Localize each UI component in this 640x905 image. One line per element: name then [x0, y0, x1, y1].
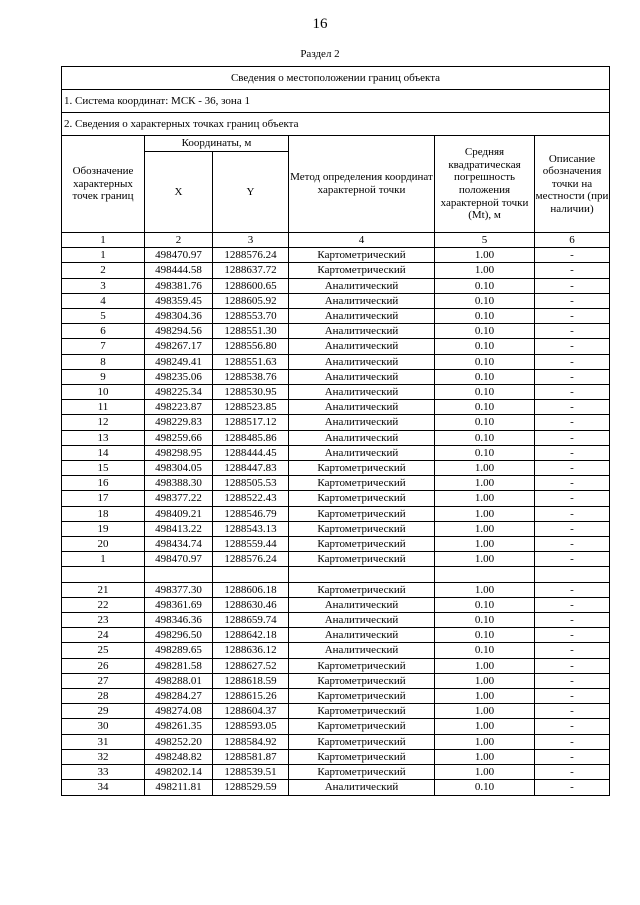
table-row: [62, 263, 610, 278]
description: -: [535, 765, 610, 780]
description: -: [535, 445, 610, 460]
error: 0.10: [435, 400, 535, 415]
table-row: [62, 613, 610, 628]
method: Картометрический: [289, 689, 435, 704]
point-number: 12: [62, 415, 145, 430]
coord-y: 1288637.72: [213, 263, 289, 278]
coord-y: 1288447.83: [213, 461, 289, 476]
table-row: [62, 521, 610, 536]
column-number: 1: [62, 233, 145, 248]
point-number: 8: [62, 354, 145, 369]
description: -: [535, 734, 610, 749]
coord-x: 498289.65: [145, 643, 213, 658]
error: 1.00: [435, 248, 535, 263]
column-number: 6: [535, 233, 610, 248]
point-number: 18: [62, 506, 145, 521]
point-number: 33: [62, 765, 145, 780]
header-coords: Координаты, м: [145, 136, 289, 152]
method: Картометрический: [289, 582, 435, 597]
header-description: Описание обозначения точки на местности (при наличии): [535, 136, 610, 233]
description: -: [535, 278, 610, 293]
point-number: 29: [62, 704, 145, 719]
coord-y: 1288606.18: [213, 582, 289, 597]
description: -: [535, 309, 610, 324]
coord-system-row: [62, 90, 610, 113]
coord-x: 498288.01: [145, 673, 213, 688]
description: -: [535, 749, 610, 764]
table-row: [62, 643, 610, 658]
table-row: [62, 445, 610, 460]
table-row: [62, 309, 610, 324]
table-row: [62, 400, 610, 415]
description: -: [535, 461, 610, 476]
error: 1.00: [435, 263, 535, 278]
error: 0.10: [435, 415, 535, 430]
coord-x: 498294.56: [145, 324, 213, 339]
error: 1.00: [435, 521, 535, 536]
description: -: [535, 582, 610, 597]
table-row: [62, 354, 610, 369]
table-row: [62, 597, 610, 612]
points-heading-row: [62, 113, 610, 136]
table-row: [62, 749, 610, 764]
point-number: 21: [62, 582, 145, 597]
table-title: Сведения о местоположении границ объекта: [62, 67, 610, 90]
error: 1.00: [435, 719, 535, 734]
coord-x: 498211.81: [145, 780, 213, 795]
error: 1.00: [435, 461, 535, 476]
description: -: [535, 537, 610, 552]
coord-x: 498346.36: [145, 613, 213, 628]
coord-y: 1288604.37: [213, 704, 289, 719]
coord-y: 1288539.51: [213, 765, 289, 780]
error: 0.10: [435, 445, 535, 460]
table-row: [62, 293, 610, 308]
coord-x: 498296.50: [145, 628, 213, 643]
empty-cell: [62, 567, 145, 582]
point-number: 6: [62, 324, 145, 339]
description: -: [535, 293, 610, 308]
points-heading: 2. Сведения о характерных точках границ объекта: [62, 113, 610, 136]
method: Картометрический: [289, 263, 435, 278]
coord-y: 1288556.80: [213, 339, 289, 354]
error: 0.10: [435, 643, 535, 658]
coord-y: 1288543.13: [213, 521, 289, 536]
coord-y: 1288553.70: [213, 309, 289, 324]
point-number: 7: [62, 339, 145, 354]
table-row: [62, 673, 610, 688]
coord-y: 1288551.63: [213, 354, 289, 369]
table-row: [62, 278, 610, 293]
error: 0.10: [435, 613, 535, 628]
error: 1.00: [435, 704, 535, 719]
description: -: [535, 521, 610, 536]
point-number: 25: [62, 643, 145, 658]
description: -: [535, 780, 610, 795]
coord-x: 498223.87: [145, 400, 213, 415]
method: Аналитический: [289, 780, 435, 795]
method: Аналитический: [289, 354, 435, 369]
coord-x: 498248.82: [145, 749, 213, 764]
point-number: 19: [62, 521, 145, 536]
description: -: [535, 673, 610, 688]
column-number: 3: [213, 233, 289, 248]
coord-x: 498235.06: [145, 369, 213, 384]
method: Картометрический: [289, 673, 435, 688]
description: -: [535, 476, 610, 491]
point-number: 30: [62, 719, 145, 734]
coord-y: 1288576.24: [213, 248, 289, 263]
coord-x: 498281.58: [145, 658, 213, 673]
table-row: [62, 385, 610, 400]
point-number: 2: [62, 263, 145, 278]
point-number: 31: [62, 734, 145, 749]
coord-x: 498444.58: [145, 263, 213, 278]
description: -: [535, 263, 610, 278]
error: 0.10: [435, 324, 535, 339]
description: -: [535, 689, 610, 704]
point-number: 24: [62, 628, 145, 643]
coord-y: 1288659.74: [213, 613, 289, 628]
coord-y: 1288593.05: [213, 719, 289, 734]
method: Картометрический: [289, 704, 435, 719]
error: 0.10: [435, 597, 535, 612]
method: Аналитический: [289, 369, 435, 384]
point-number: 15: [62, 461, 145, 476]
header-method: Метод определения координат характерной точки: [289, 136, 435, 233]
coord-x: 498249.41: [145, 354, 213, 369]
table-row: [62, 780, 610, 795]
error: 0.10: [435, 278, 535, 293]
error: 1.00: [435, 506, 535, 521]
table-row: [62, 719, 610, 734]
coord-x: 498267.17: [145, 339, 213, 354]
method: Картометрический: [289, 521, 435, 536]
empty-cell: [213, 567, 289, 582]
method: Картометрический: [289, 506, 435, 521]
point-number: 27: [62, 673, 145, 688]
header-error: Средняя квадратическая погрешность положения характерной точки (Mt), м: [435, 136, 535, 233]
coord-y: 1288584.92: [213, 734, 289, 749]
section-title: Раздел 2: [300, 48, 340, 60]
method: Аналитический: [289, 597, 435, 612]
method: Картометрический: [289, 765, 435, 780]
error: 1.00: [435, 734, 535, 749]
method: Картометрический: [289, 719, 435, 734]
coord-y: 1288551.30: [213, 324, 289, 339]
coord-y: 1288530.95: [213, 385, 289, 400]
point-number: 22: [62, 597, 145, 612]
table-row: [62, 552, 610, 567]
coord-y: 1288546.79: [213, 506, 289, 521]
table-row: [62, 628, 610, 643]
coord-x: 498252.20: [145, 734, 213, 749]
coord-y: 1288505.53: [213, 476, 289, 491]
error: 0.10: [435, 385, 535, 400]
error: 0.10: [435, 780, 535, 795]
point-number: 14: [62, 445, 145, 460]
point-number: 3: [62, 278, 145, 293]
point-number: 20: [62, 537, 145, 552]
point-number: 16: [62, 476, 145, 491]
coord-y: 1288600.65: [213, 278, 289, 293]
point-number: 28: [62, 689, 145, 704]
method: Картометрический: [289, 552, 435, 567]
table-row: [62, 506, 610, 521]
error: 0.10: [435, 354, 535, 369]
coord-x: 498304.05: [145, 461, 213, 476]
table-row: [62, 658, 610, 673]
method: Аналитический: [289, 278, 435, 293]
coord-x: 498381.76: [145, 278, 213, 293]
point-number: 1: [62, 552, 145, 567]
table-row: [62, 765, 610, 780]
error: 0.10: [435, 309, 535, 324]
description: -: [535, 491, 610, 506]
description: -: [535, 552, 610, 567]
table-title-row: [62, 67, 610, 90]
point-number: 4: [62, 293, 145, 308]
description: -: [535, 628, 610, 643]
column-number: 5: [435, 233, 535, 248]
coord-y: 1288523.85: [213, 400, 289, 415]
error: 1.00: [435, 658, 535, 673]
error: 1.00: [435, 689, 535, 704]
coord-x: 498413.22: [145, 521, 213, 536]
method: Аналитический: [289, 415, 435, 430]
error: 0.10: [435, 293, 535, 308]
coord-y: 1288636.12: [213, 643, 289, 658]
point-number: 11: [62, 400, 145, 415]
table-row: [62, 430, 610, 445]
table-row: [62, 324, 610, 339]
description: -: [535, 354, 610, 369]
empty-cell: [435, 567, 535, 582]
table-row: [62, 476, 610, 491]
point-number: 32: [62, 749, 145, 764]
description: -: [535, 506, 610, 521]
error: 1.00: [435, 582, 535, 597]
coord-x: 498284.27: [145, 689, 213, 704]
method: Аналитический: [289, 400, 435, 415]
coord-x: 498470.97: [145, 552, 213, 567]
coord-x: 498304.36: [145, 309, 213, 324]
header-row-1: [62, 136, 610, 152]
coord-y: 1288642.18: [213, 628, 289, 643]
description: -: [535, 415, 610, 430]
point-number: 1: [62, 248, 145, 263]
coord-x: 498261.35: [145, 719, 213, 734]
coord-y: 1288618.59: [213, 673, 289, 688]
error: 1.00: [435, 673, 535, 688]
method: Аналитический: [289, 430, 435, 445]
empty-cell: [289, 567, 435, 582]
header-designation: Обозначение характерных точек границ: [62, 136, 145, 233]
coord-y: 1288559.44: [213, 537, 289, 552]
point-number: 17: [62, 491, 145, 506]
method: Аналитический: [289, 293, 435, 308]
header-x: X: [145, 152, 213, 233]
method: Картометрический: [289, 537, 435, 552]
coord-y: 1288627.52: [213, 658, 289, 673]
method: Картометрический: [289, 248, 435, 263]
coord-x: 498409.21: [145, 506, 213, 521]
coord-y: 1288522.43: [213, 491, 289, 506]
description: -: [535, 643, 610, 658]
method: Картометрический: [289, 491, 435, 506]
coord-y: 1288444.45: [213, 445, 289, 460]
error: 1.00: [435, 491, 535, 506]
coord-y: 1288538.76: [213, 369, 289, 384]
coord-x: 498377.30: [145, 582, 213, 597]
table-row: [62, 339, 610, 354]
empty-cell: [535, 567, 610, 582]
method: Аналитический: [289, 628, 435, 643]
coord-system: 1. Система координат: МСК - 36, зона 1: [62, 90, 610, 113]
error: 1.00: [435, 552, 535, 567]
page-number: 16: [312, 16, 328, 32]
coord-y: 1288485.86: [213, 430, 289, 445]
coord-y: 1288605.92: [213, 293, 289, 308]
method: Картометрический: [289, 476, 435, 491]
coord-y: 1288576.24: [213, 552, 289, 567]
boundary-points-table: [61, 66, 610, 796]
method: Аналитический: [289, 445, 435, 460]
table-row: [62, 415, 610, 430]
table-row: [62, 704, 610, 719]
method: Аналитический: [289, 339, 435, 354]
description: -: [535, 613, 610, 628]
table-row: [62, 537, 610, 552]
error: 0.10: [435, 430, 535, 445]
coord-x: 498274.08: [145, 704, 213, 719]
column-numbers-row: [62, 233, 610, 248]
point-number: 26: [62, 658, 145, 673]
description: -: [535, 658, 610, 673]
error: 0.10: [435, 369, 535, 384]
method: Картометрический: [289, 461, 435, 476]
table-row: [62, 248, 610, 263]
point-number: 13: [62, 430, 145, 445]
table-row: [62, 689, 610, 704]
table-row: [62, 461, 610, 476]
coord-x: 498229.83: [145, 415, 213, 430]
error: 1.00: [435, 765, 535, 780]
description: -: [535, 704, 610, 719]
column-number: 2: [145, 233, 213, 248]
description: -: [535, 339, 610, 354]
point-number: 34: [62, 780, 145, 795]
method: Картометрический: [289, 734, 435, 749]
method: Аналитический: [289, 613, 435, 628]
table-row: [62, 369, 610, 384]
coord-y: 1288581.87: [213, 749, 289, 764]
coord-x: 498377.22: [145, 491, 213, 506]
error: 1.00: [435, 749, 535, 764]
point-number: 23: [62, 613, 145, 628]
description: -: [535, 719, 610, 734]
method: Аналитический: [289, 643, 435, 658]
point-number: 10: [62, 385, 145, 400]
table-row: [62, 734, 610, 749]
table-row: [62, 582, 610, 597]
method: Аналитический: [289, 309, 435, 324]
coord-x: 498470.97: [145, 248, 213, 263]
table-row: [62, 491, 610, 506]
contour-separator-row: [62, 567, 610, 582]
description: -: [535, 324, 610, 339]
description: -: [535, 430, 610, 445]
coord-y: 1288630.46: [213, 597, 289, 612]
error: 0.10: [435, 339, 535, 354]
coord-x: 498202.14: [145, 765, 213, 780]
description: -: [535, 248, 610, 263]
coord-y: 1288517.12: [213, 415, 289, 430]
coord-y: 1288529.59: [213, 780, 289, 795]
coord-y: 1288615.26: [213, 689, 289, 704]
description: -: [535, 369, 610, 384]
method: Аналитический: [289, 385, 435, 400]
point-number: 5: [62, 309, 145, 324]
error: 1.00: [435, 476, 535, 491]
error: 0.10: [435, 628, 535, 643]
description: -: [535, 400, 610, 415]
method: Аналитический: [289, 324, 435, 339]
description: -: [535, 385, 610, 400]
coord-x: 498298.95: [145, 445, 213, 460]
method: Картометрический: [289, 658, 435, 673]
column-number: 4: [289, 233, 435, 248]
description: -: [535, 597, 610, 612]
empty-cell: [145, 567, 213, 582]
coord-x: 498359.45: [145, 293, 213, 308]
coord-x: 498388.30: [145, 476, 213, 491]
coord-x: 498361.69: [145, 597, 213, 612]
coord-x: 498259.66: [145, 430, 213, 445]
header-y: Y: [213, 152, 289, 233]
point-number: 9: [62, 369, 145, 384]
method: Картометрический: [289, 749, 435, 764]
coord-x: 498225.34: [145, 385, 213, 400]
coord-x: 498434.74: [145, 537, 213, 552]
error: 1.00: [435, 537, 535, 552]
